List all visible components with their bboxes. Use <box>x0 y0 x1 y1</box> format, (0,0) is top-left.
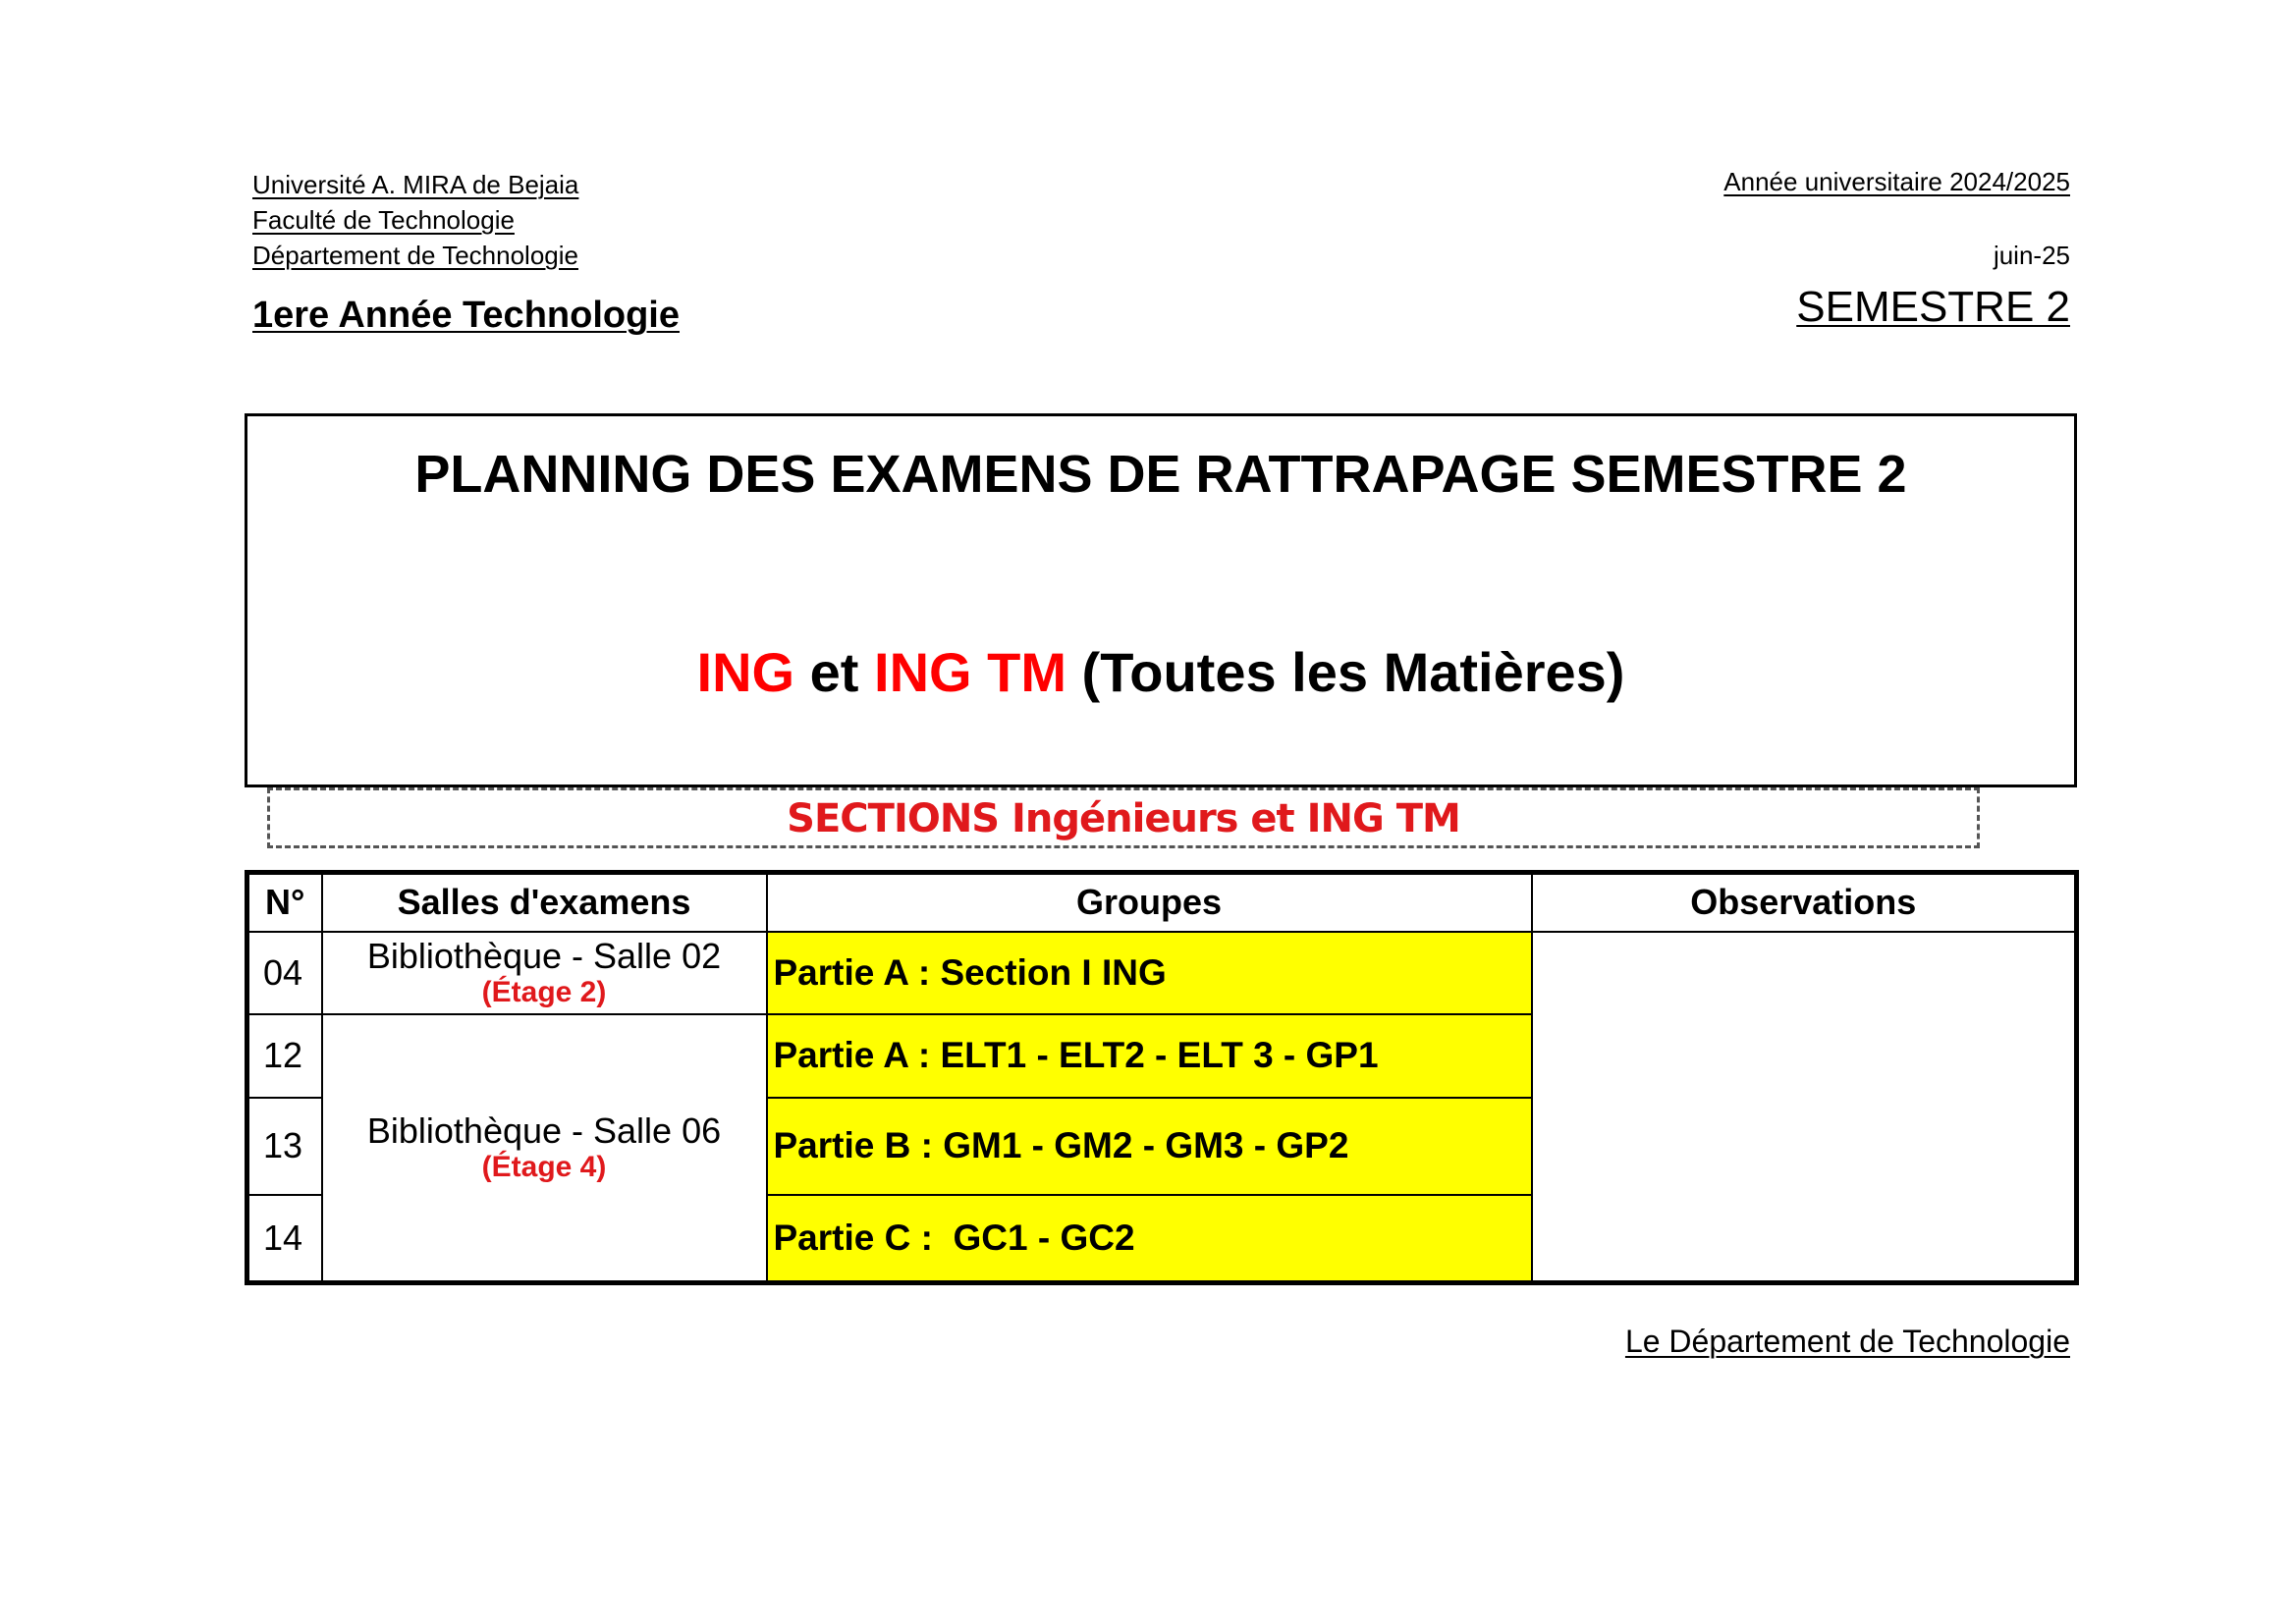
document-date: juin-25 <box>1993 241 2070 270</box>
room-floor: (Étage 4) <box>481 1150 607 1183</box>
room-number: 14 <box>247 1195 322 1283</box>
table-row <box>247 932 2077 1014</box>
table-header-row <box>247 873 2077 932</box>
exam-schedule-table <box>245 870 2079 1285</box>
faculty-name: Faculté de Technologie <box>252 205 515 235</box>
room-number: 04 <box>247 932 322 1014</box>
group-cell: Partie C : GC1 - GC2 <box>767 1195 1532 1283</box>
room-name: Bibliothèque - Salle 02 <box>366 935 722 976</box>
title-box <box>245 413 2077 787</box>
level-label: 1ere Année Technologie <box>252 295 680 336</box>
room-cell <box>322 1014 767 1283</box>
sections-banner <box>267 787 1980 848</box>
institution-block <box>252 167 578 273</box>
university-name: Université A. MIRA de Bejaia <box>252 170 579 199</box>
subtitle-ing-tm: ING TM <box>874 641 1066 703</box>
subtitle-matieres: (Toutes les Matières) <box>1066 641 1625 703</box>
header-observations: Observations <box>1532 873 2077 932</box>
observations-cell <box>1532 932 2077 1283</box>
group-cell: Partie B : GM1 - GM2 - GM3 - GP2 <box>767 1098 1532 1195</box>
footer-signature: Le Département de Technologie <box>1624 1324 2070 1359</box>
room-floor: (Étage 2) <box>481 975 607 1008</box>
department-name: Département de Technologie <box>252 241 578 270</box>
header-num: N° <box>247 873 322 932</box>
group-cell: Partie A : ELT1 - ELT2 - ELT 3 - GP1 <box>767 1014 1532 1098</box>
room-number: 12 <box>247 1014 322 1098</box>
subtitle-ing: ING <box>696 641 795 703</box>
subtitle-et: et <box>794 641 875 703</box>
room-name: Bibliothèque - Salle 06 <box>366 1110 722 1151</box>
room-cell <box>322 932 767 1014</box>
room-number: 13 <box>247 1098 322 1195</box>
document-subtitle <box>247 640 2074 704</box>
header-salles: Salles d'examens <box>322 873 767 932</box>
group-cell: Partie A : Section I ING <box>767 932 1532 1014</box>
semester-label: SEMESTRE 2 <box>1796 283 2070 331</box>
header-groupes: Groupes <box>767 873 1532 932</box>
document-title: PLANNING DES EXAMENS DE RATTRAPAGE SEMESTRE 2 <box>414 445 1907 504</box>
academic-year: Année universitaire 2024/2025 <box>1723 167 2070 196</box>
sections-banner-text: SECTIONS Ingénieurs et ING TM <box>787 796 1460 841</box>
